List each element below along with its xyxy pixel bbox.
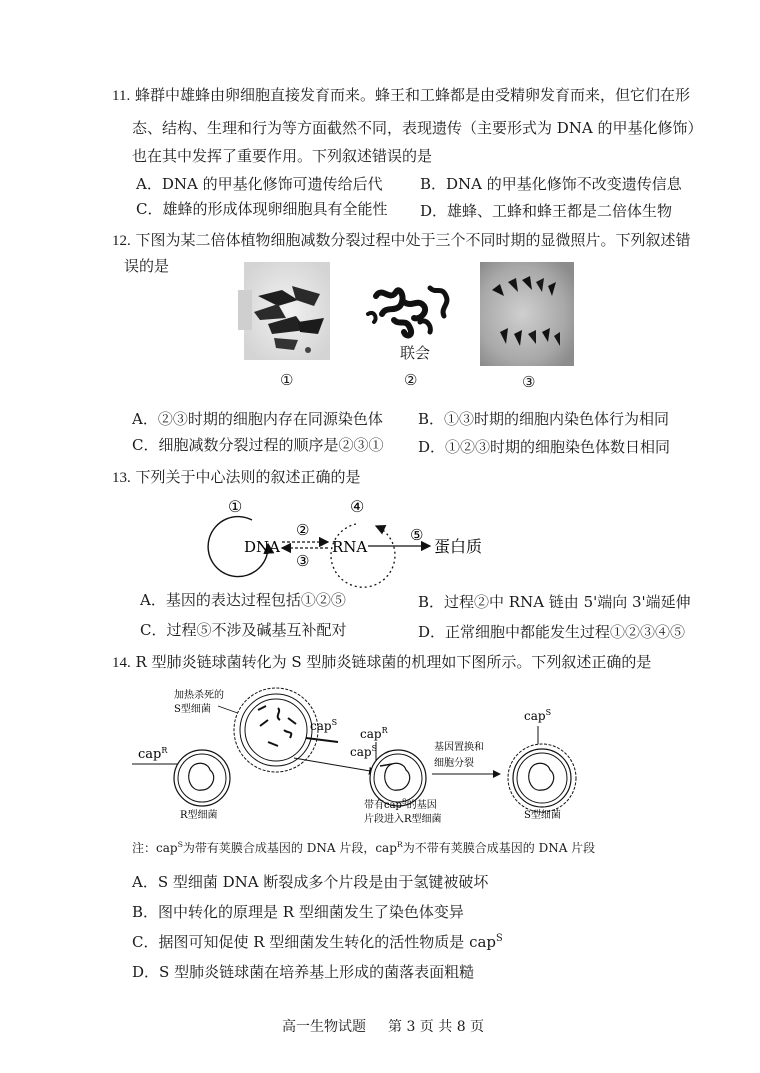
q12-option-b: B．①③时期的细胞内染色体行为相同 xyxy=(418,410,670,428)
capr-label-mid: cap$^R$ xyxy=(360,726,388,741)
q14-stem-text: R 型肺炎链球菌转化为 S 型肺炎链球菌的机理如下图所示。下列叙述正确的是 xyxy=(135,653,652,671)
heat-killed-label-2: S型细菌 xyxy=(174,704,211,715)
fragment-label-1: 带有cap$^S$的基因 xyxy=(364,798,437,811)
mark-1: ① xyxy=(228,497,243,516)
q13-option-d: D．正常细胞中都能发生过程①②③④⑤ xyxy=(418,623,686,641)
mark-2: ② xyxy=(296,521,310,539)
q14-number: 14. xyxy=(112,655,131,671)
q11-line2: 态、结构、生理和行为等方面截然不同，表现遗传（主要形式为 DNA 的甲基化修饰） xyxy=(132,119,703,137)
arrow-label-2: 细胞分裂 xyxy=(434,758,474,769)
r-cell xyxy=(174,750,230,806)
photo-label-3: ③ xyxy=(522,373,536,391)
q11-number: 11. xyxy=(112,88,131,104)
transformation-diagram xyxy=(128,680,598,830)
q12-line1 xyxy=(112,230,691,251)
photo-label-2: ② xyxy=(404,371,418,389)
dna-label: DNA xyxy=(244,538,280,556)
q14-note: 注：cap$^S$为带有荚膜合成基因的 DNA 片段，cap$^R$为不带有荚膜合成基因的 DNA 片段 xyxy=(132,840,596,855)
q11-stem-text: 蜂群中雄蜂由卵细胞直接发育而来。蜂王和工蜂都是由受精卵发育而来，但它们在形 xyxy=(134,86,690,104)
synapsis-caption: 联会 xyxy=(400,344,431,362)
heat-killed-s-cell xyxy=(234,688,318,772)
q14-line1 xyxy=(112,652,651,673)
s-cell-label: S型细菌 xyxy=(524,810,561,821)
q13-stem-text: 下列关于中心法则的叙述正确的是 xyxy=(135,468,361,486)
q11-line1 xyxy=(112,85,690,106)
caps-label-mid: cap$^S$ xyxy=(350,744,378,759)
protein-label: 蛋白质 xyxy=(434,537,483,556)
q13-number: 13. xyxy=(112,470,131,486)
caps-label-top: cap$^S$ xyxy=(310,718,338,733)
q13-option-b: B．过程②中 RNA 链由 5'端向 3'端延伸 xyxy=(418,593,691,611)
q11-option-d: D．雄蜂、工蜂和蜂王都是二倍体生物 xyxy=(420,202,673,220)
q12-line2: 误的是 xyxy=(124,257,170,275)
r-cell-label: R型细菌 xyxy=(180,810,218,821)
heat-killed-label-1: 加热杀死的 xyxy=(174,690,224,701)
q14-option-a: A．S 型细菌 DNA 断裂成多个片段是由于氢键被破坏 xyxy=(132,873,489,891)
q11-option-b: B．DNA 的甲基化修饰不改变遗传信息 xyxy=(420,175,682,193)
q12-stem-text: 下图为某二倍体植物细胞减数分裂过程中处于三个不同时期的显微照片。下列叙述错 xyxy=(135,231,691,249)
q12-option-a: A．②③时期的细胞内存在同源染色体 xyxy=(132,410,383,428)
central-dogma-diagram xyxy=(190,490,510,590)
footer-page: 第 3 页 共 8 页 xyxy=(388,1019,485,1035)
caps-label-right: cap$^S$ xyxy=(524,708,552,723)
q11-option-c: C．雄蜂的形成体现卵细胞具有全能性 xyxy=(136,200,388,218)
rna-label: RNA xyxy=(332,538,368,556)
q14-option-c: C．据图可知促使 R 型细菌发生转化的活性物质是 cap$^S$ xyxy=(132,933,503,951)
transforming-cell xyxy=(370,750,426,806)
mark-3: ③ xyxy=(296,552,310,570)
q14-option-d: D．S 型肺炎链球菌在培养基上形成的菌落表面粗糙 xyxy=(132,963,475,981)
q11-option-a: A．DNA 的甲基化修饰可遗传给后代 xyxy=(136,175,383,193)
q12-option-d: D．①②③时期的细胞染色体数日相同 xyxy=(418,438,671,456)
q13-option-a: A．基因的表达过程包括①②⑤ xyxy=(140,591,346,609)
footer-subject: 高一生物试题 xyxy=(282,1019,366,1035)
q13-line1 xyxy=(112,467,361,488)
q12-option-c: C．细胞减数分裂过程的顺序是②③① xyxy=(132,436,384,454)
q12-number: 12. xyxy=(112,233,131,249)
capr-label-left: cap$^R$ xyxy=(138,746,168,762)
arrow-label-1: 基因置换和 xyxy=(434,742,484,753)
mark-5: ⑤ xyxy=(410,526,424,544)
q14-option-b: B．图中转化的原理是 R 型细菌发生了染色体变异 xyxy=(132,903,464,921)
q11-line3: 也在其中发挥了重要作用。下列叙述错误的是 xyxy=(132,147,433,165)
micrograph-1 xyxy=(238,260,334,362)
micrograph-3 xyxy=(480,262,574,366)
photo-label-1: ① xyxy=(280,371,294,389)
s-cell xyxy=(508,744,576,812)
fragment-label-2: 片段进入R型细菌 xyxy=(364,814,442,825)
fragment-entry-arrow xyxy=(294,758,376,772)
q13-option-c: C．过程⑤不涉及碱基互补配对 xyxy=(140,621,347,639)
mark-4: ④ xyxy=(350,497,365,516)
